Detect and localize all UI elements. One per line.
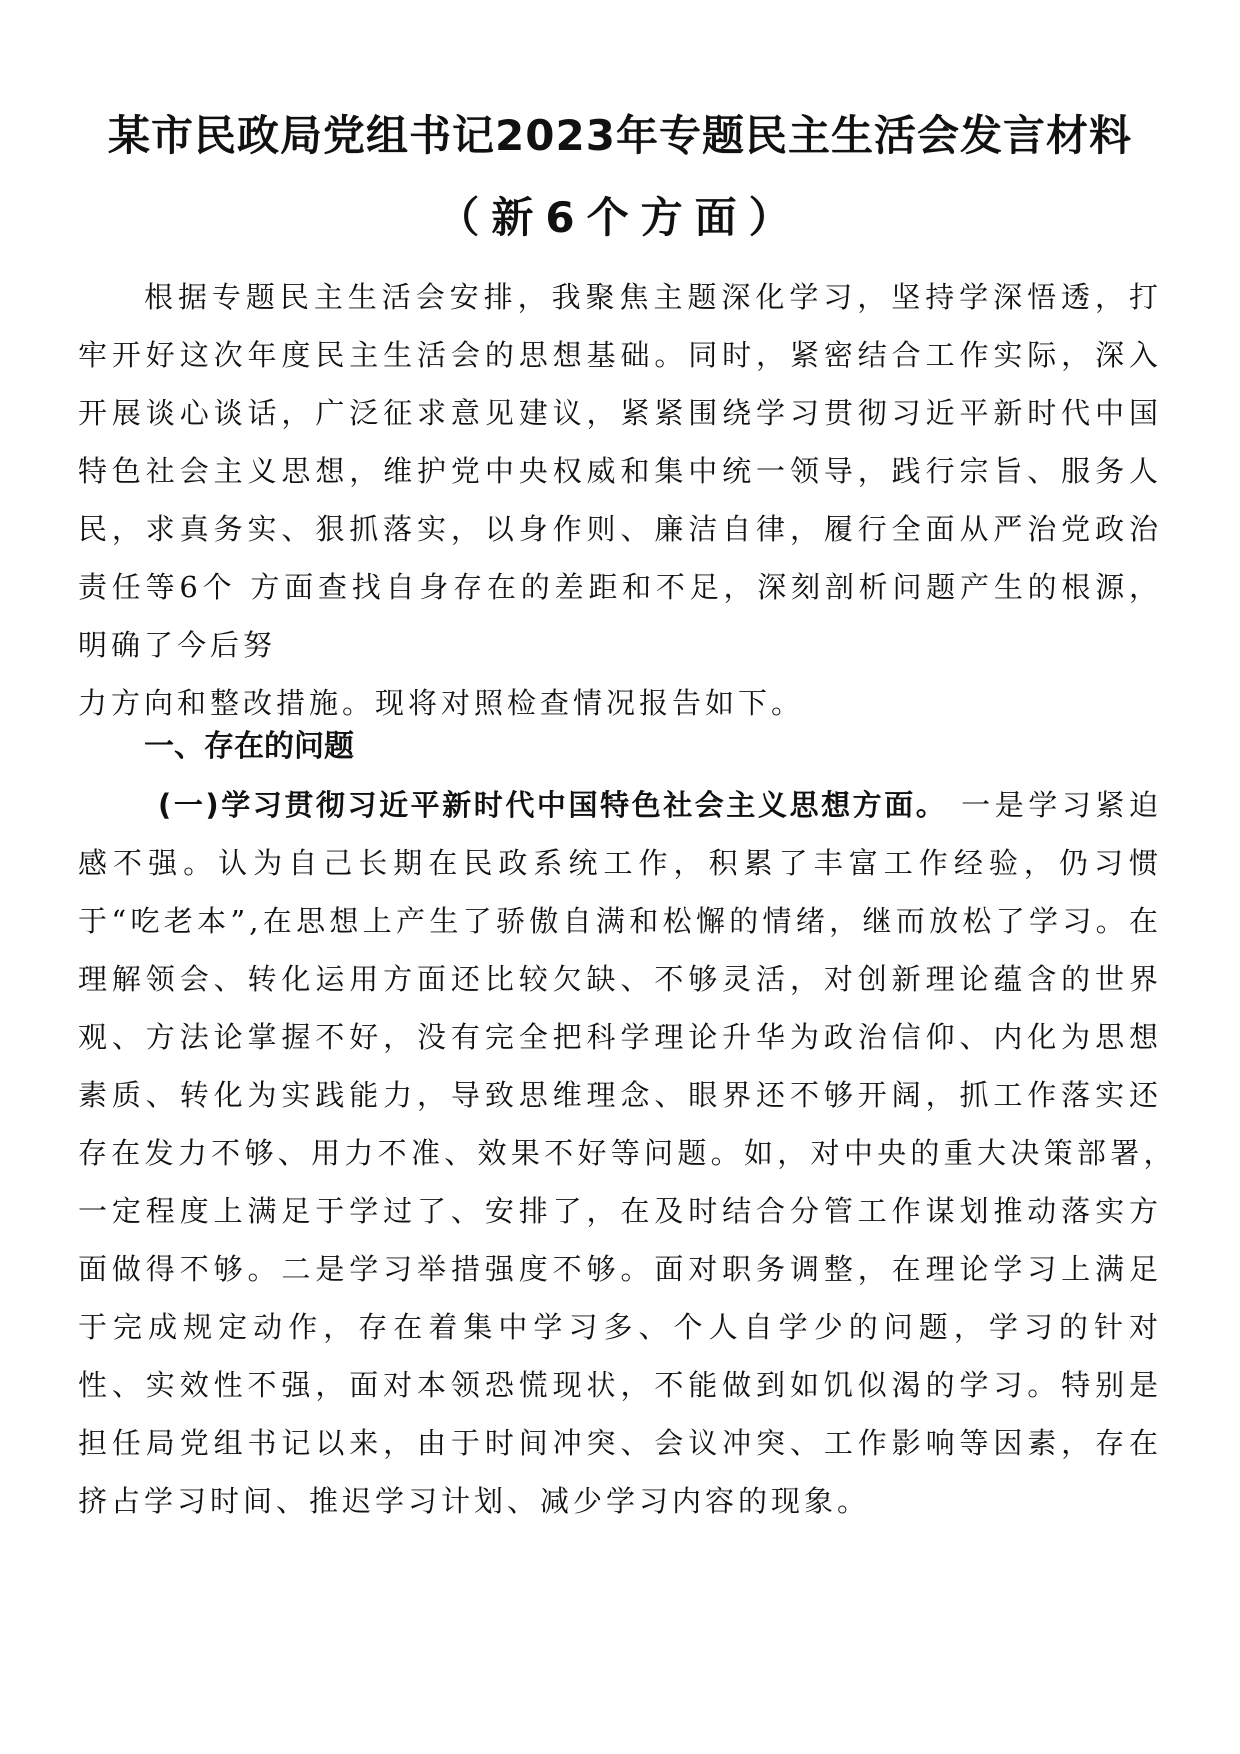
document-subtitle: （新6个方面） [437,193,803,242]
intro-paragraph [78,268,1162,732]
subsection-paragraph [78,776,1196,1530]
subsection-body: 一是学习紧迫感不强。认为自己长期在民政系统工作，积累了丰富工作经验，仍习惯于“吃老本”,在思想上产生了骄傲自满和松懈的情绪，继而放松了学习。在理解领会、转化运用方面还比较欠缺、不够灵活，对创新理论蕴含的世界观、方法论掌握不好，没有完全把科学理论升华为政治信仰、内化为思想素质、转化为实践能力，导致思维理念、眼界还不够开阔，抓工作落实还存在发力不够、用力不准、效果不好等问题。如，对中央的重大决策部署， 一定程度上满足于学过了、安排了，在及时结合分管工作谋划推动落实方面做得不够。二是学习举措强度不够。面对职务调整，在理论学习上满足于完成规定动作，存在着集中学习多、个人自学少的问题，学习的针对性、实效性不强，面对本领恐慌现状，不能做到如饥似渴的学习。特别是担任局党组书记以来，由于时间冲突、会议冲突、工作影响等因素，存在挤占学习时间、推迟学习计划、减少学习内容的现象。 [78,788,1196,1518]
subsection-lead: (一)学习贯彻习近平新时代中国特色社会主义思想方面。 [158,788,948,822]
intro-paragraph-tail: 力方向和整改措施。现将对照检查情况报告如下。 [78,686,805,720]
section-heading: 一、存在的问题 [144,729,354,764]
document-title: 某市民政局党组书记2023年专题民主生活会发言材料 [108,111,1132,160]
intro-paragraph-main: 根据专题民主生活会安排，我聚焦主题深化学习，坚持学深悟透，打牢开好这次年度民主生活会的思想基础。同时，紧密结合工作实际，深入开展谈心谈话，广泛征求意见建议，紧紧围绕学习贯彻习近平新时代中国特色社会主义思想，维护党中央权威和集中统一领导，践行宗旨、服务人民，求真务实、狠抓落实，以身作则、廉洁自律，履行全面从严治党政治责任等6个 方面查找自身存在的差距和不足，深刻剖析问题产生的根源，明确了今后努 [78,280,1162,662]
